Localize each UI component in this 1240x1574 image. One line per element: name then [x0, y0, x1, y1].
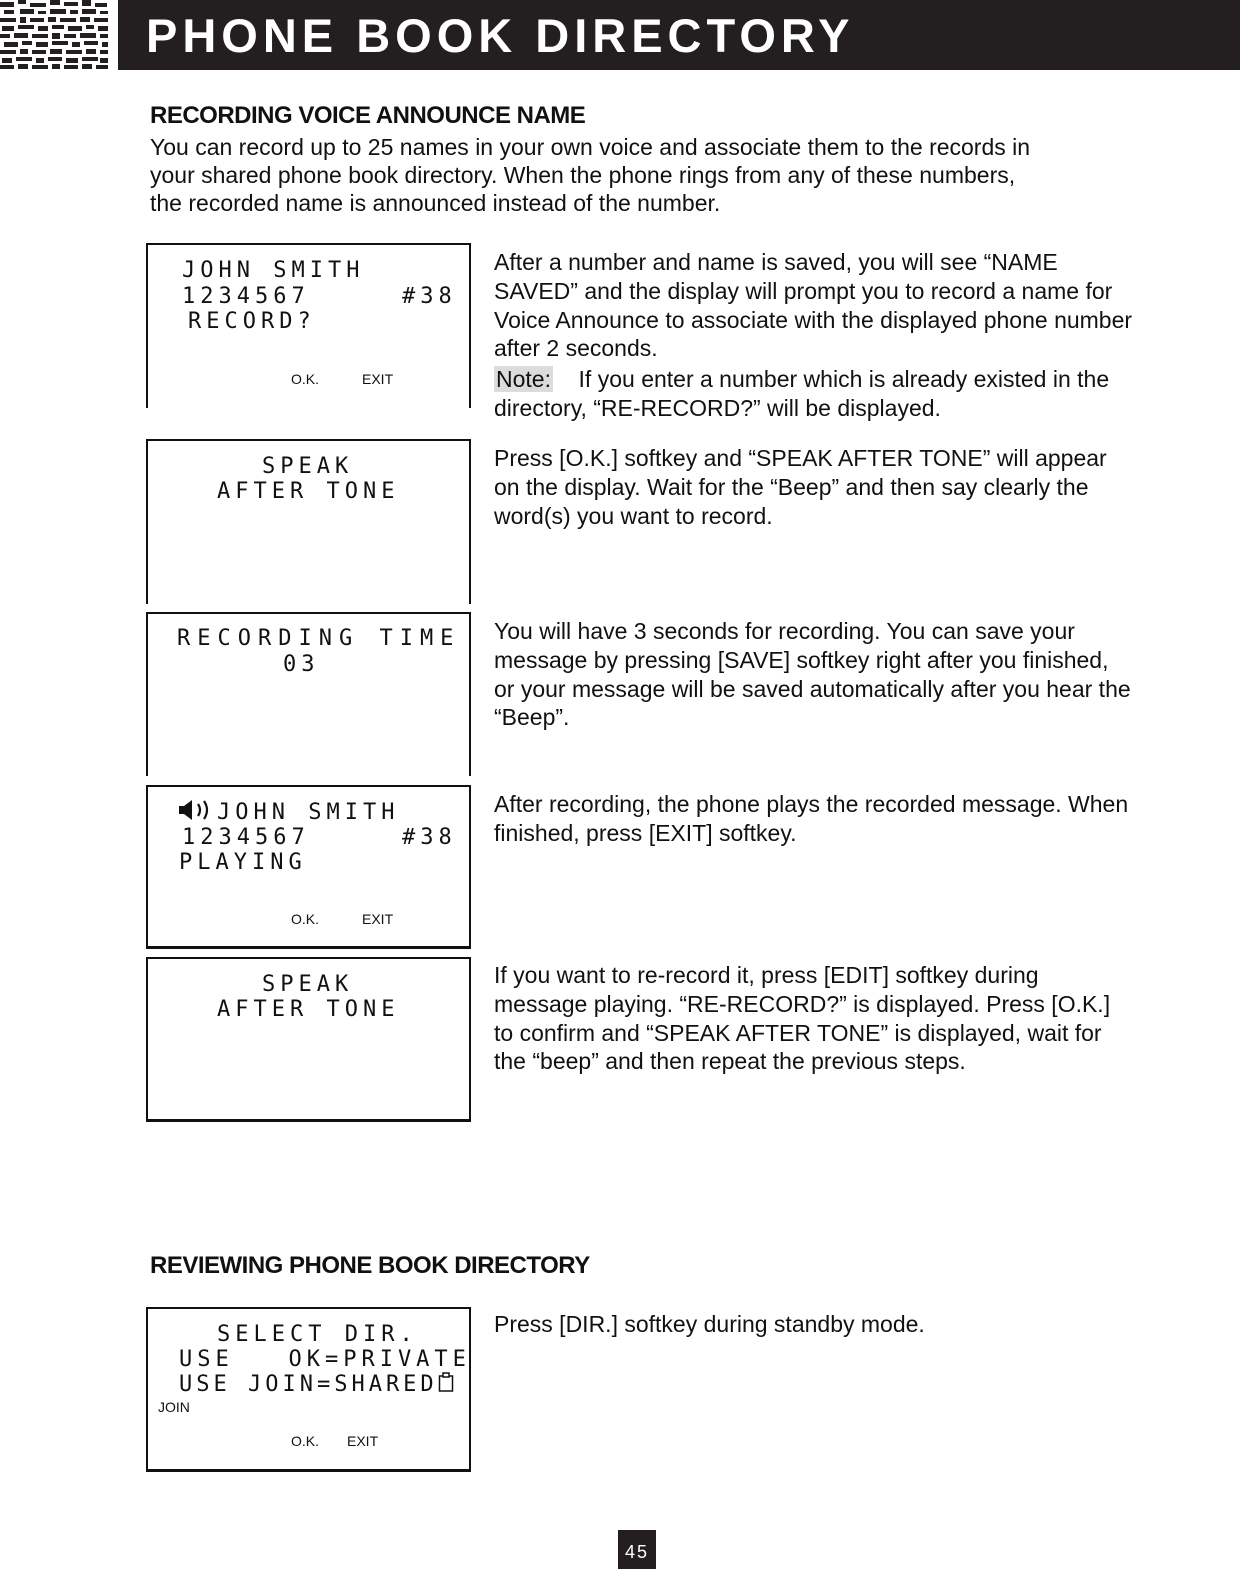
softkey-ok[interactable]: O.K. — [291, 1433, 320, 1449]
lcd-line: 03 — [283, 652, 320, 677]
softkey-ok[interactable]: O.K. — [291, 911, 320, 927]
step-text: Press [O.K.] softkey and “SPEAK AFTER TONE” will appear on the display. Wait for the “Beep” and then say clearly the word(s) you want to record. — [494, 445, 1107, 529]
intro-line: your shared phone book directory. When the phone rings from any of these numbers, — [150, 162, 1016, 188]
lcd-line: RECORDING TIME — [177, 626, 461, 651]
lcd-display-speak — [146, 439, 471, 604]
lcd-line: #38 — [402, 825, 457, 850]
page-number: 45 — [618, 1530, 656, 1569]
section-heading-recording: RECORDING VOICE ANNOUNCE NAME — [150, 102, 586, 129]
lcd-display-recording-time — [146, 612, 471, 776]
step-description — [494, 961, 1134, 1076]
intro-line: You can record up to 25 names in your own voice and associate them to the records in — [150, 134, 1031, 160]
lcd-line: SPEAK — [262, 454, 354, 479]
lcd-line: SELECT DIR. — [217, 1322, 418, 1347]
step-description — [494, 1310, 1134, 1339]
lcd-line: #38 — [402, 284, 457, 309]
page-title: PHONE BOOK DIRECTORY — [146, 9, 855, 62]
lcd-display-select-dir — [146, 1307, 471, 1472]
lcd-line: 1234567 — [182, 825, 310, 850]
lcd-line: AFTER TONE — [217, 479, 400, 504]
lcd-display-playing — [146, 785, 471, 949]
lcd-line: RECORD? — [188, 309, 316, 334]
lcd-line: PLAYING — [179, 850, 307, 875]
halftone-pattern-icon — [0, 0, 110, 70]
intro-line: the recorded name is announced instead of the number. — [150, 190, 721, 216]
lcd-line-with-icon — [179, 1372, 454, 1397]
step-text: If you want to re-record it, press [EDIT] softkey during message playing. “RE-RECORD?” is displayed. Press [O.K.] to confirm and “SPEAK AFTER TONE” is displayed, wait for the “beep” and then repeat the previous steps. — [494, 962, 1111, 1075]
speaker-icon — [177, 799, 217, 821]
header-pattern — [0, 0, 110, 70]
lcd-name: JOHN SMITH — [217, 800, 400, 825]
header-bar — [118, 0, 1240, 70]
note-text: If you enter a number which is already existed in the directory, “RE-RECORD?” will be displayed. — [494, 366, 1110, 421]
softkey-exit[interactable]: EXIT — [347, 1433, 379, 1449]
softkey-join[interactable]: JOIN — [158, 1399, 190, 1415]
step-description — [494, 617, 1134, 732]
step-text: Press [DIR.] softkey during standby mode. — [494, 1311, 925, 1337]
lcd-line: USE OK=PRIVATE — [179, 1347, 471, 1372]
clipboard-icon — [438, 1372, 454, 1392]
intro-paragraph — [150, 133, 1130, 217]
note-label: Note: — [496, 366, 551, 393]
step-description — [494, 248, 1134, 423]
lcd-line: SPEAK — [262, 972, 354, 997]
step-description — [494, 444, 1134, 530]
lcd-display-speak-again — [146, 957, 471, 1122]
lcd-text: USE JOIN=SHARED — [179, 1372, 438, 1397]
lcd-line-with-icon — [177, 799, 399, 825]
step-description — [494, 790, 1134, 848]
softkey-exit[interactable]: EXIT — [362, 371, 394, 387]
section-heading-reviewing: REVIEWING PHONE BOOK DIRECTORY — [150, 1252, 590, 1279]
step-text: After a number and name is saved, you will see “NAME SAVED” and the display will prompt you to record a name for Voice Announce to associate with the displayed phone number after 2 seconds. — [494, 249, 1133, 362]
softkey-exit[interactable]: EXIT — [362, 911, 394, 927]
softkey-ok[interactable]: O.K. — [291, 371, 320, 387]
lcd-line: 1234567 — [182, 284, 310, 309]
lcd-display-record — [146, 243, 471, 408]
step-text: You will have 3 seconds for recording. You can save your message by pressing [SAVE] softkey right after you finished, or your message will be saved automatically after you hear the “Beep”. — [494, 618, 1131, 731]
lcd-line: AFTER TONE — [217, 997, 400, 1022]
step-text: After recording, the phone plays the recorded message. When finished, press [EXIT] softkey. — [494, 791, 1129, 846]
lcd-line: JOHN SMITH — [182, 258, 365, 283]
